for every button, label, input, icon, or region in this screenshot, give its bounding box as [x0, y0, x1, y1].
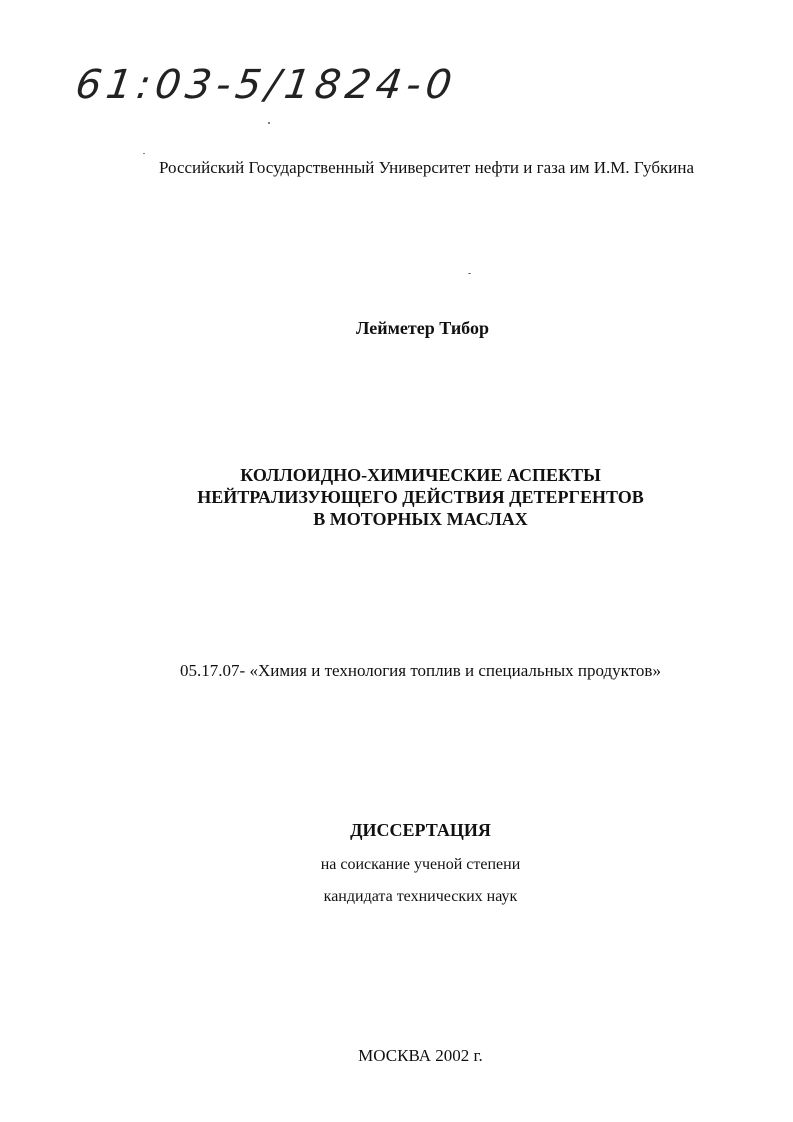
scan-speck: [143, 153, 145, 154]
dissertation-title: [24, 464, 793, 530]
title-line: КОЛЛОИДНО-ХИМИЧЕСКИЕ АСПЕКТЫ: [240, 465, 601, 485]
degree-line: кандидата технических наук: [323, 888, 518, 905]
city-and-year: МОСКВА 2002 г.: [358, 1046, 483, 1065]
scan-speck: [268, 122, 270, 124]
title-line: НЕЙТРАЛИЗУЮЩЕГО ДЕЙСТВИЯ ДЕТЕРГЕНТОВ: [197, 487, 644, 507]
institution-name: Российский Государственный Университет нефти и газа им И.М. Губкина: [159, 158, 694, 177]
specialty-code: 05.17.07- «Химия и технология топлив и специальных продуктов»: [180, 661, 661, 680]
scan-speck: [468, 273, 471, 274]
document-type: ДИССЕРТАЦИЯ: [350, 820, 491, 840]
degree-line: на соискание ученой степени: [320, 856, 521, 873]
handwritten-archive-number: 61:03-5/1824-0: [72, 62, 460, 108]
author-name: Лейметер Тибор: [356, 318, 489, 338]
title-line: В МОТОРНЫХ МАСЛАХ: [313, 509, 528, 529]
